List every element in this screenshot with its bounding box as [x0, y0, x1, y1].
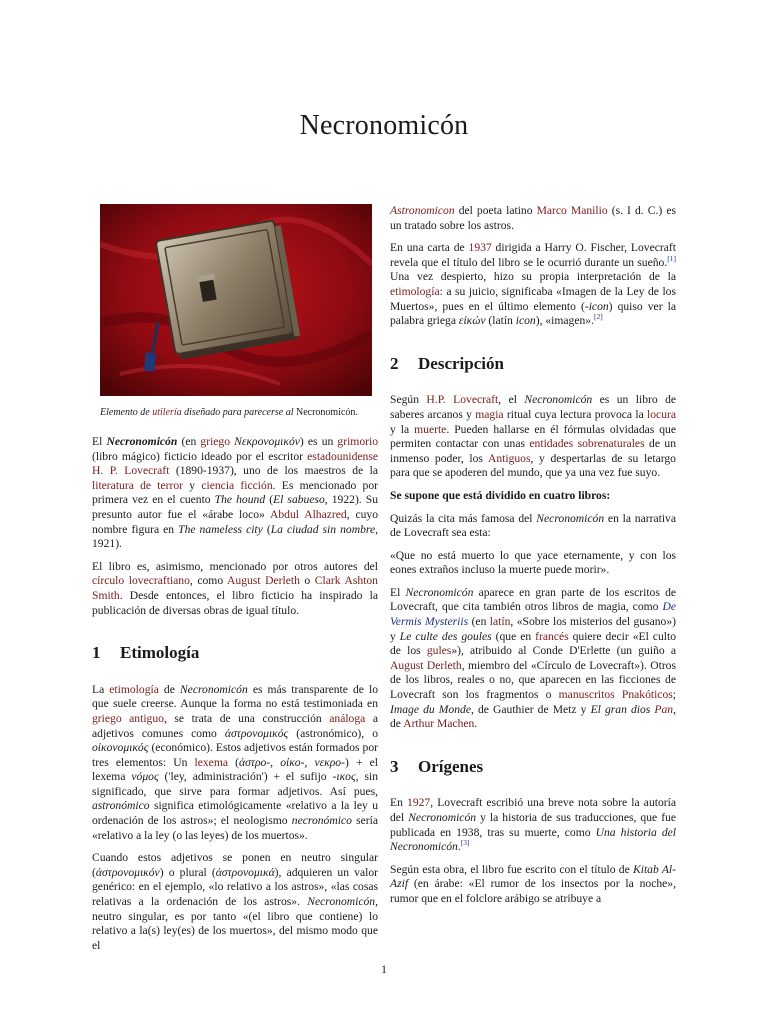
- ref-2[interactable]: [2]: [594, 312, 603, 322]
- link-magia[interactable]: magia: [475, 407, 504, 421]
- link-griego[interactable]: griego: [200, 435, 231, 448]
- link-locura[interactable]: locura: [647, 407, 676, 421]
- link-lovecraft[interactable]: H. P. Lovecraft: [92, 464, 170, 478]
- etimologia-paragraph-1: La etimología de Necronomicón es más transparente de lo que suele creerse. Aunque la forma no está testimoniada en griego antiguo, se trata de una construcción análoga a adjetivos comunes como ἀστρονομικός (astronómico), o οἰκονομικός (económico). Estos adjetivos están formados por tres elementos: Un lexema (ἀστρο-, οἰκο-, νεκρο-) + el lexema νόμος ('ley, administración') + el sufijo -ικος, sin significado, que sirve para formar adjetivos. Así pues, astronómico significa etimológicamente «relativo a la ley u ordenación de los astros»; el neologismo necronómico sería «relativo a la ley (o las leyes) de los muertos».: [92, 682, 379, 842]
- link-entidades-sobrenaturales[interactable]: entidades sobrenaturales: [529, 437, 645, 451]
- descripcion-paragraph-3: El Necronomicón aparece en gran parte de los escritos de Lovecraft, que cita también otros libros de magia, como De Vermis Mysteriis (en latín, «Sobre los misterios del gusano») y Le culte des goules (que en francés quiere decir «El culto de los gules»), atribuido al Conde D'Erlette (un guiño a August Derleth, miembro del «Círculo de Lovecraft»). Otros de los libros, reales o no, que aparecen en las ficciones de Lovecraft son los fragmentos o manuscritos Pnakóticos; Image du Monde, de Gauthier de Metz y El gran dios Pan, de Arthur Machen.: [390, 585, 677, 731]
- link-marco-manilio[interactable]: Marco Manilio: [536, 204, 608, 217]
- link-1937[interactable]: 1937: [468, 241, 492, 255]
- link-grimorio[interactable]: grimorio: [337, 435, 378, 448]
- ref-3[interactable]: [3]: [460, 838, 470, 848]
- link-latin[interactable]: latín: [489, 615, 511, 629]
- grimoire-book-photo-icon: [100, 204, 372, 396]
- link-literatura-terror[interactable]: literatura de terror: [92, 478, 184, 492]
- ref-1[interactable]: [1]: [667, 253, 676, 263]
- link-lexema[interactable]: lexema: [194, 755, 228, 769]
- link-antiguos[interactable]: Antiguos: [487, 451, 531, 465]
- link-estadounidense[interactable]: estadounidense: [307, 449, 378, 463]
- etimologia-paragraph-2-continued: Astronomicon del poeta latino Marco Manilio (s. I d. C.) es un tratado sobre los astros.: [390, 204, 676, 232]
- link-august-derleth-2[interactable]: August Derleth: [390, 658, 462, 672]
- link-hp-lovecraft[interactable]: H.P. Lovecraft: [426, 393, 499, 407]
- link-manuscritos-pnakoticos[interactable]: manuscritos Pnakóticos: [558, 688, 673, 702]
- left-column: [92, 204, 378, 961]
- section-heading-etimologia: 1 Etimología: [92, 643, 200, 663]
- link-astronomicon[interactable]: Astronomicon: [390, 204, 455, 217]
- link-abdul-alhazred[interactable]: Abdul Alhazred: [270, 507, 347, 521]
- descripcion-paragraph-2: Quizás la cita más famosa del Necronomicón en la narrativa de Lovecraft sea esta:: [390, 511, 676, 540]
- origenes-paragraph-2: Según esta obra, el libro fue escrito con el título de Kitab Al-Azif (en árabe: «El rumor de los insectos por la noche», rumor que en el folclore arábigo se atribuye a: [390, 862, 676, 905]
- link-ciencia-ficcion[interactable]: ciencia ficción: [201, 478, 273, 492]
- descripcion-bold-line: Se supone que está dividido en cuatro libros:: [390, 488, 611, 502]
- caption-link-utileria[interactable]: utilería: [152, 407, 182, 418]
- etimologia-paragraph-3: En una carta de 1937 dirigida a Harry O. Fischer, Lovecraft revela que el título del libro se le ocurrió durante un sueño.[1] Una vez despierto, hizo su propia interpretación de la etimología: a su juicio, significaba «Imagen de la Ley de los Muertos», pues en el último elemento (-icon) quiso ver la palabra griega εἰκών (latín icon), «imagen».[2]: [390, 241, 676, 328]
- link-etimologia-2[interactable]: etimología: [390, 284, 440, 298]
- link-august-derleth[interactable]: August Derleth: [227, 574, 300, 588]
- link-griego-antiguo[interactable]: griego antiguo: [92, 711, 164, 725]
- etimologia-paragraph-2: Cuando estos adjetivos se ponen en neutro singular (ἀστρονομικόν) o plural (ἀστρονομικά), adquieren un valor genérico: en el ejemplo, «lo relativo a los astros», «las cosas relativas a la ordenación de los astros». Necronomicón, neutro singular, es por tanto «(el libro que contiene) lo relativo a la(s) ley(es) de los muertos», del mismo modo que el: [92, 851, 378, 952]
- descripcion-paragraph-1: Según H.P. Lovecraft, el Necronomicón es un libro de saberes arcanos y magia ritual cuya lectura provoca la locura y la muerte. Pueden hallarse en él fórmulas olvidadas que permiten contactar con unas entidades sobrenaturales de un inmenso poder, los Antiguos, y despertarlas de su letargo para que se apoderen del mundo, que ya una vez fue suyo.: [390, 393, 677, 480]
- intro-paragraph-2: El libro es, asimismo, mencionado por otros autores del círculo lovecraftiano, como August Derleth o Clark Ashton Smith. Desde entonces, el libro ficticio ha inspirado la publicación de diversas obras de igual título.: [92, 559, 378, 617]
- link-frances[interactable]: francés: [535, 629, 569, 643]
- link-etimologia[interactable]: etimología: [109, 682, 159, 696]
- link-analoga[interactable]: análoga: [329, 711, 366, 725]
- section-heading-origenes: 3 Orígenes: [390, 756, 484, 776]
- section-heading-descripcion: 2 Descripción: [390, 353, 504, 373]
- origenes-paragraph-1: En 1927, Lovecraft escribió una breve nota sobre la autoría del Necronomicón y la historia de sus traducciones, que fue publicada en 1938, tras su muerte, como Una historia del Necronomicón.[3]: [390, 796, 677, 854]
- page-number: 1: [381, 962, 387, 976]
- link-muerte[interactable]: muerte: [414, 422, 447, 436]
- descripcion-quote: «Que no está muerto lo que yace eternamente, y con los eones extraños incluso la muerte puede morir».: [390, 548, 676, 577]
- intro-paragraph-1: El Necronomicón (en griego Νεκρονομικόν) es un grimorio (libro mágico) ficticio ideado por el escritor estadounidense H. P. Lovecraft (1890-1937), uno de los maestros de la literatura de terror y ciencia ficción. Es mencionado por primera vez en el cuento The hound (El sabueso, 1922). Su presunto autor fue el «árabe loco» Abdul Alhazred, cuyo nombre figura en The nameless city (La ciudad sin nombre, 1921).: [92, 435, 379, 551]
- link-arthur-machen[interactable]: Arthur Machen: [403, 717, 475, 731]
- link-clark-ashton-smith[interactable]: Clark Ashton Smith: [92, 574, 378, 602]
- link-gules[interactable]: gules: [426, 644, 452, 658]
- link-circulo-lovecraftiano[interactable]: círculo lovecraftiano: [92, 574, 190, 588]
- link-1927[interactable]: 1927: [407, 796, 431, 810]
- link-pan[interactable]: Pan: [654, 702, 674, 716]
- link-de-vermis-mysteriis[interactable]: De Vermis Mysteriis: [390, 600, 676, 629]
- image-caption: Elemento de utilería diseñado para parecerse al Necronomicón.: [100, 407, 358, 418]
- page-title: Necronomicón: [299, 110, 469, 141]
- right-column: [390, 204, 676, 915]
